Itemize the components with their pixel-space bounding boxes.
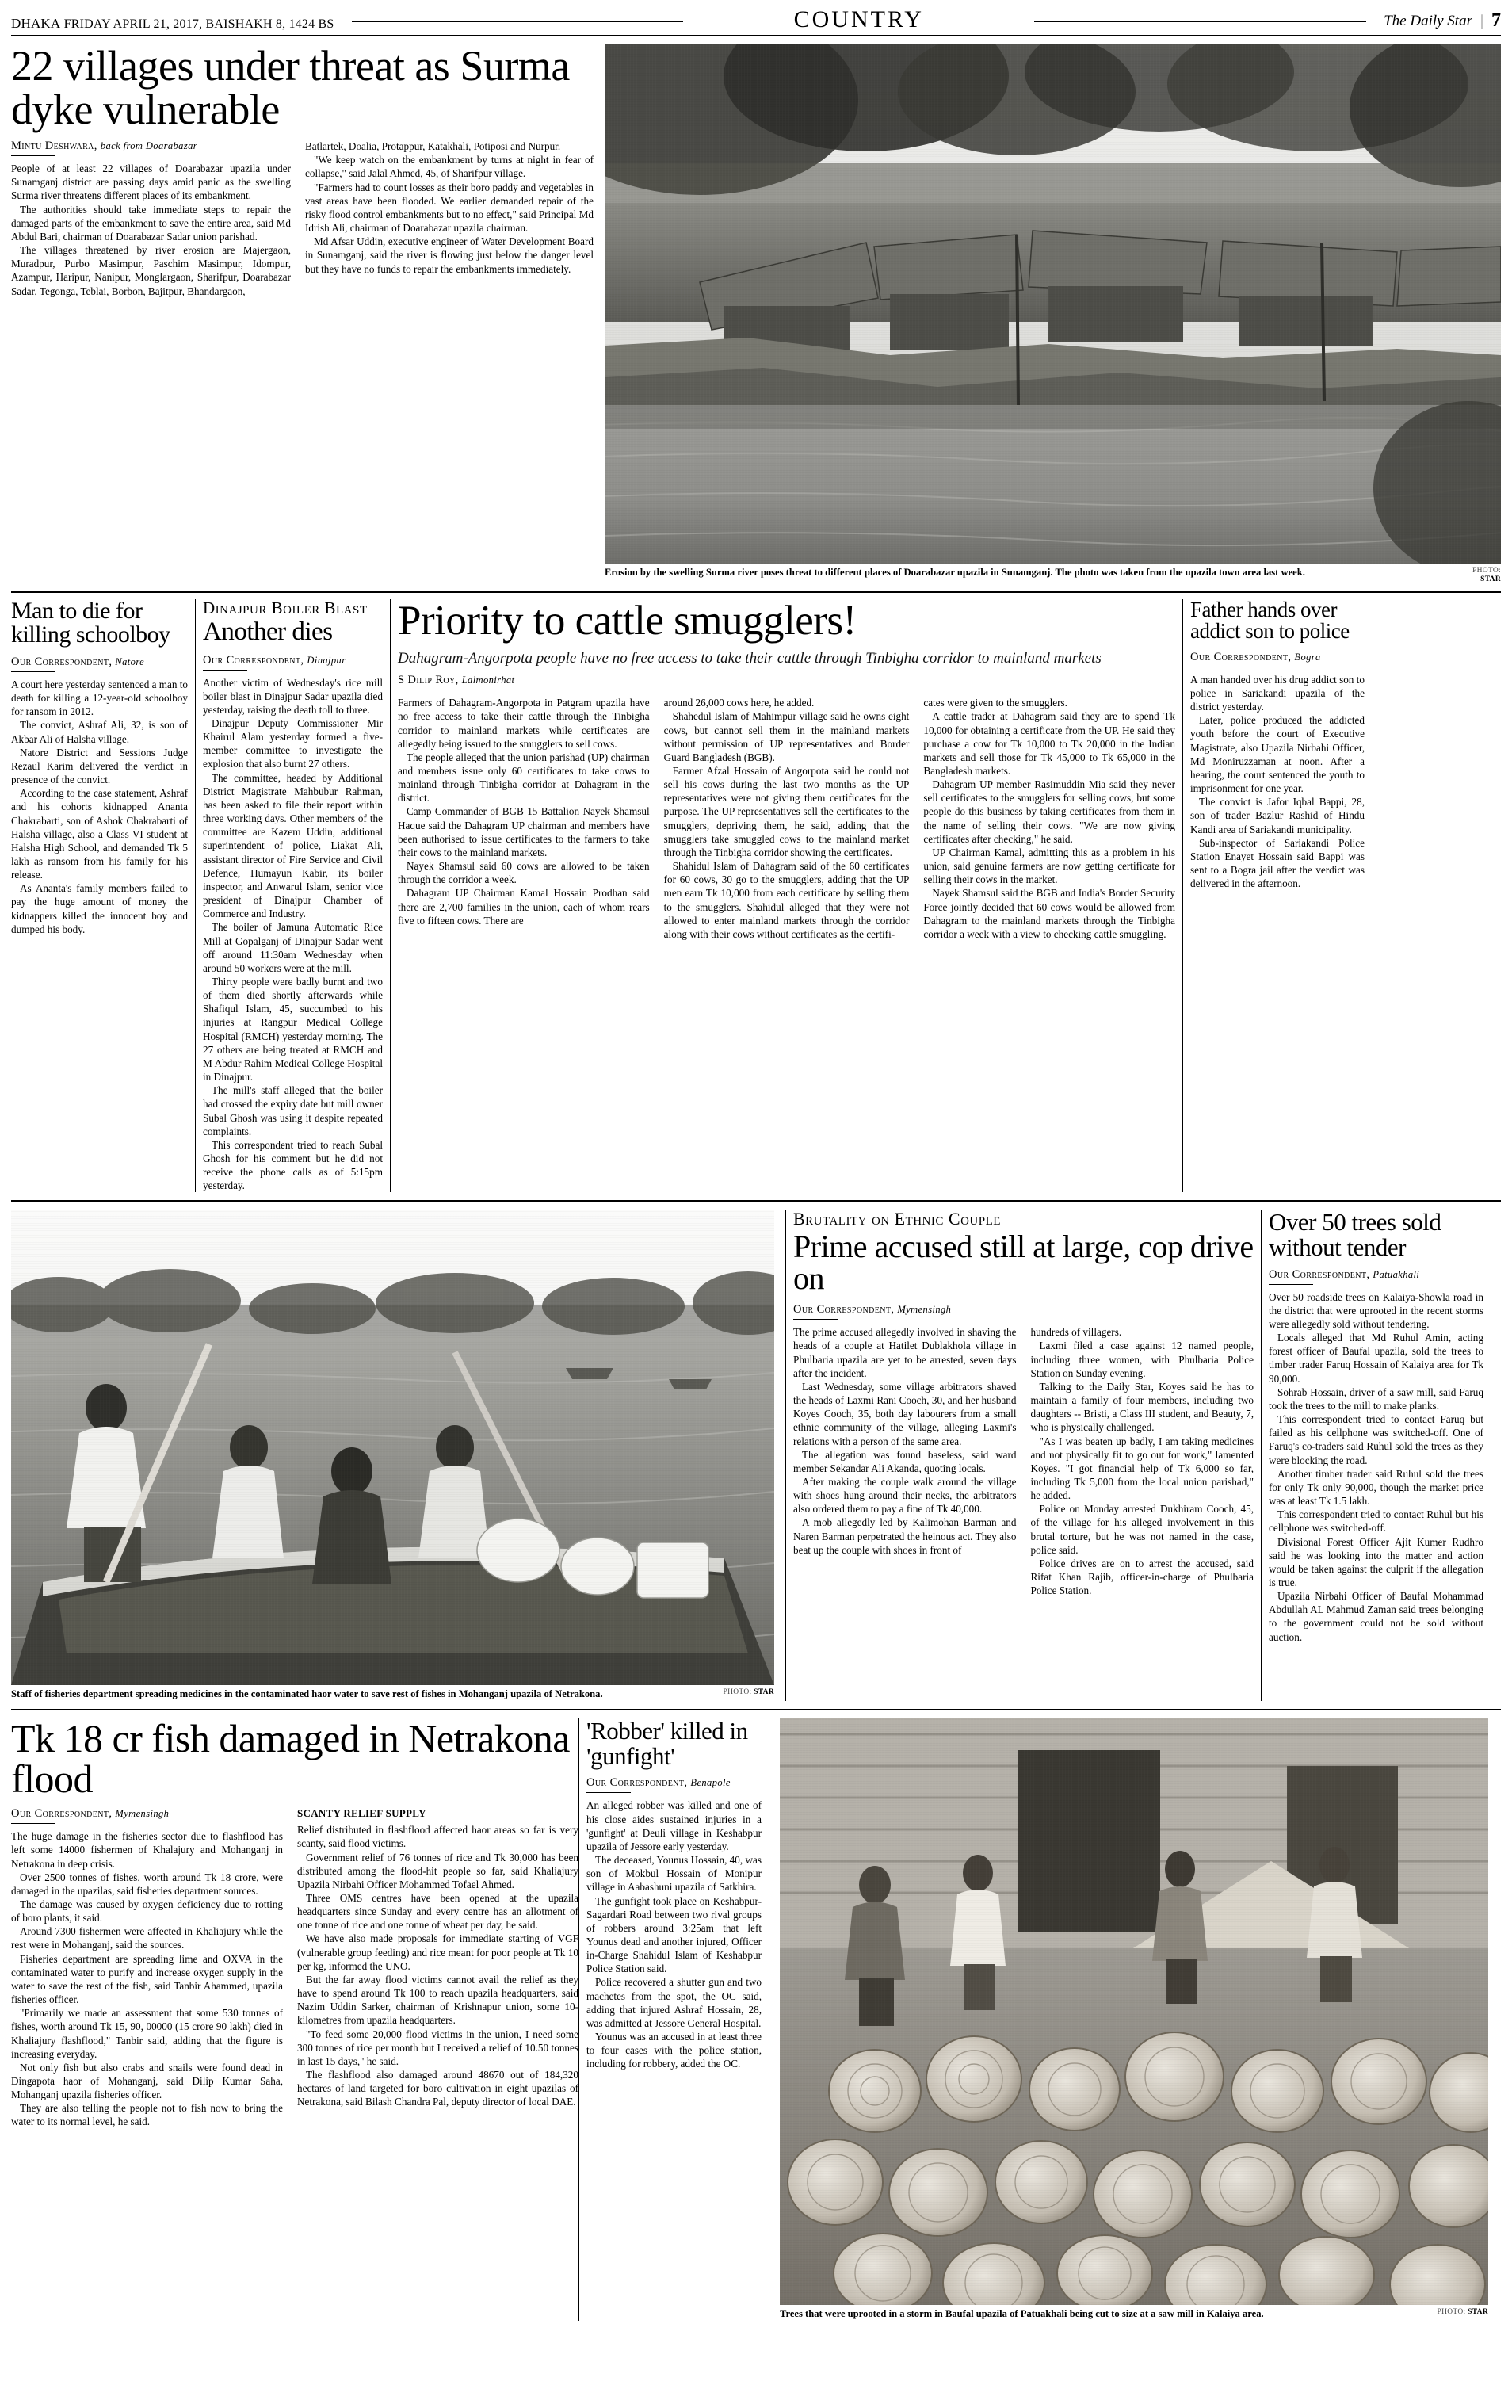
byline-rule bbox=[203, 670, 247, 671]
paragraph: The people alleged that the union parishad (UP) chairman and members issue only 60 certificates to take cows to mainland through Tinbigha corridor at Dahagram in the district. bbox=[398, 751, 650, 805]
byline bbox=[11, 1807, 283, 1821]
second-band bbox=[11, 599, 1501, 1193]
lead-story bbox=[11, 36, 1501, 585]
story-boiler-blast bbox=[195, 599, 390, 1193]
headline: Over 50 trees sold without tender bbox=[1269, 1208, 1441, 1262]
byline bbox=[586, 1776, 762, 1790]
caption-text: Trees that were uprooted in a storm in Baufal upazila of Patuakhali being cut to size at a saw mill in Kalaiya area. bbox=[780, 2308, 1264, 2320]
logs-photo bbox=[780, 1718, 1488, 2305]
lead-photo bbox=[605, 44, 1501, 564]
paragraph: "As I was beaten up badly, I am taking medicines and not physically fit to go out for work," lamented Koyes. "I got financial help of Tk 6,000 so far, including Tk 5,000 from the local union parishad," he added. bbox=[1030, 1435, 1254, 1502]
paragraph: The convict, Ashraf Ali, 32, is son of Akbar Ali of Halsha village. bbox=[11, 719, 188, 745]
story-cattle-smugglers bbox=[390, 599, 1182, 1193]
paragraph: Talking to the Daily Star, Koyes said he has to maintain a family of four members, including two daughters -- Bristi, a Class III student, and Beauty, 7, who is physically challenged. bbox=[1030, 1380, 1254, 1434]
paragraph: But the far away flood victims cannot avail the relief as they have to spend around Tk 100 to reach upazila headquarters, said Nazim Uddin Sarker, chairman of Krishnapur union, some 10-kilometres from upazila headquarters. bbox=[297, 1973, 578, 2027]
paragraph: A man handed over his drug addict son to police in Sariakandi upazila of the district yesterday. bbox=[1190, 673, 1365, 713]
byline bbox=[1269, 1268, 1483, 1282]
paragraph: As Ananta's family members failed to pay the huge amount of money the kidnappers killed the innocent boy and dumped his body. bbox=[11, 882, 188, 935]
story-trees-sold bbox=[1261, 1210, 1483, 1701]
paragraph: Later, police produced the addicted youth before the court of Executive Magistrate, also Upazila Nirbahi Officer, Md Moniruzzaman at noon. After a hearing, the court sentenced the youth to imprisonment for one year. bbox=[1190, 714, 1365, 795]
paragraph: An alleged robber was killed and one of his close aides sustained injuries in a 'gunfight' at Deuli village in Keshabpur upazila of Jessore early yesterday. bbox=[586, 1799, 762, 1852]
byline-rule bbox=[11, 155, 55, 156]
credit-value: STAR bbox=[1468, 2308, 1488, 2317]
paragraph: A cattle trader at Dahagram said they are to spend Tk 10,000 for obtaining a certificate from the UP. He said they purchase a cow for Tk 10,000 to Tk 20,000 in the Indian markets and sell those for Tk 45,000 to Tk 65,000 in the Bangladesh markets. bbox=[923, 710, 1175, 778]
logs-photo-block bbox=[769, 1718, 1488, 2321]
third-band bbox=[11, 1210, 1501, 1701]
photo-grain bbox=[780, 1718, 1488, 2305]
photo-credit bbox=[1438, 2308, 1488, 2317]
boat-photo-caption bbox=[11, 1685, 774, 1701]
paragraph: The gunfight took place on Keshabpur-Sagardari Road between two rival groups of robbers around 3:25am that left Younus dead and another injured, Officer in-Charge Shahidul Islam of Keshabpur Police Station said. bbox=[586, 1894, 762, 1975]
byline-name: S Dilip Roy, bbox=[398, 674, 459, 687]
masthead-rule-right bbox=[1034, 21, 1366, 22]
credit-label: PHOTO: bbox=[1437, 2308, 1466, 2317]
byline-location: Patuakhali bbox=[1373, 1268, 1420, 1280]
paragraph: Sohrab Hossain, driver of a saw mill, said Faruq took the trees to the mill to make planks. bbox=[1269, 1386, 1483, 1412]
paragraph: The authorities should take immediate steps to repair the damaged parts of the embankment to save the entire area, said Md Abdul Bari, chairman of Doarabazar Sadar union parishad. bbox=[11, 203, 291, 243]
byline-name: Our Correspondent, bbox=[793, 1303, 895, 1317]
byline-location: Bogra bbox=[1294, 651, 1321, 663]
story-father-hands-son bbox=[1182, 599, 1365, 1193]
paragraph: We have also made proposals for immediate starting of VGF (vulnerable group feeding) and rice meant for poor people at Tk 10 per kg, informed the UNO. bbox=[297, 1932, 578, 1972]
subhead: SCANTY RELIEF SUPPLY bbox=[297, 1807, 426, 1820]
photo-credit bbox=[724, 1688, 774, 1697]
paragraph: "Primarily we made an assessment that some 530 tonnes of fishes, worth around Tk 15, 90, 00000 (15 crore 90 lakh) died in Khaliajury flashflood," Tanbir said, adding that the figure is increasing everyday. bbox=[11, 2007, 283, 2060]
brutality-column-1 bbox=[793, 1325, 1024, 1597]
paragraph: The prime accused allegedly involved in shaving the heads of a couple at Hatilet Dublakhola village in Phulbaria upazila are yet to be arrested, seven days after the incident. bbox=[793, 1326, 1017, 1379]
paragraph: Md Afsar Uddin, executive engineer of Water Development Board in Sunamganj, said the river is flowing just below the danger level but they have no funds to repair the embankments immediately. bbox=[305, 235, 594, 275]
paragraph: Dahagram UP Chairman Kamal Hossain Prodhan said there are 2,700 families in the union, each of whom rears five to fifteen cows. There are bbox=[398, 887, 650, 927]
lead-column-1 bbox=[11, 140, 298, 585]
byline bbox=[398, 674, 1175, 687]
headline: Man to die for killing schoolboy bbox=[11, 597, 170, 648]
byline-rule bbox=[11, 1823, 55, 1824]
masthead-date bbox=[11, 16, 334, 32]
paragraph: Relief distributed in flashflood affected haor areas so far is very scanty, said flood victims. bbox=[297, 1824, 578, 1850]
section-title: COUNTRY bbox=[793, 6, 924, 32]
paragraph: Laxmi filed a case against 12 named people, including three women, with Phulbaria Police Station on Sunday evening. bbox=[1030, 1340, 1254, 1379]
headline: Father hands over addict son to police bbox=[1190, 597, 1350, 644]
byline-name: Our Correspondent, bbox=[1190, 650, 1292, 663]
credit-value: STAR bbox=[1480, 575, 1501, 584]
paragraph: A court here yesterday sentenced a man to death for killing a 12-year-old schoolboy for ransom in 2012. bbox=[11, 678, 188, 718]
paragraph: Camp Commander of BGB 15 Battalion Nayek Shamsul Haque said the Dahagram UP chairman and members have been authorised to issue certificates to the farmers to take their cows to the mainland markets. bbox=[398, 805, 650, 858]
paragraph: Another victim of Wednesday's rice mill boiler blast in Dinajpur Sadar upazila died yesterday, raising the death toll to three. bbox=[203, 676, 383, 716]
boat-photo bbox=[11, 1210, 774, 1685]
paragraph: Over 50 roadside trees on Kalaiya-Showla road in the district that were uprooted in the recent storms were allegedly sold without tendering. bbox=[1269, 1290, 1483, 1330]
paragraph: The damage was caused by oxygen deficiency due to rotting of boro plants, it said. bbox=[11, 1898, 283, 1924]
paragraph: Last Wednesday, some village arbitrators shaved the heads of Laxmi Rani Cooch, 30, and her husband Koyes Cooch, 35, both day labourers from a small ethnic community of the village, alleging Laxmi's relations with a person of the same area. bbox=[793, 1380, 1017, 1447]
headline: Priority to cattle smugglers! bbox=[398, 597, 857, 644]
masthead bbox=[11, 0, 1501, 36]
byline-location: back from Doarabazar bbox=[100, 140, 197, 152]
paragraph: Government relief of 76 tonnes of rice and Tk 30,000 has been distributed among the flood-hit people so far, said Khaliajury Upazila Nirbahi Officer Mohammed Tofael Ahmed. bbox=[297, 1851, 578, 1890]
paragraph: around 26,000 cows here, he added. bbox=[663, 697, 815, 709]
credit-label: PHOTO: bbox=[1472, 567, 1501, 575]
byline-name: Mintu Deshwara, bbox=[11, 140, 97, 153]
cattle-column-3 bbox=[916, 696, 1175, 941]
paragraph: Three OMS centres have been opened at the upazila headquarters since Sunday and every centre has an allotment of one tonne of rice and one tonne of wheat per day, he said. bbox=[297, 1891, 578, 1932]
paragraph: Dinajpur Deputy Commissioner Mir Khairul Alam yesterday formed a five-member committee to investigate the explosion that also burnt 27 others. bbox=[203, 717, 383, 770]
paragraph: Farmer Afzal Hossain of Angorpota said he could not sell his cows during the last two months as the UP representatives were not giving them certificates for the purpose. The UP representatives sell the certificates to the smugglers, depriving them, he said, adding that the smugglers take smuggled cows to the mainland market through the Tinbigha corridor showing the certificates. bbox=[663, 765, 910, 858]
paragraph: Over 2500 tonnes of fishes, worth around Tk 18 crore, were damaged in the upazilas, said fisheries department sources. bbox=[11, 1871, 283, 1897]
fish-column-2 bbox=[290, 1807, 578, 2128]
paragraph: Fisheries department are spreading lime and OXVA in the contaminated water to purify and increase oxygen supply in the water to save the rest of the fish, said Tanbir Ahammed, upazila fisheries officer. bbox=[11, 1952, 283, 2006]
byline bbox=[203, 654, 383, 667]
paragraph: Nayek Shamsul said 60 cows are allowed to be taken through the corridor a week. bbox=[398, 860, 650, 886]
paragraph: The villages threatened by river erosion are Majergaon, Muradpur, Purbo Masimpur, Paschim Masimpur, Idompur, Azampur, Haripur, Nanipur, Monglargaon, Sharifpur, Doarabazar Sadar, Tegonga, Teblai, Borbon, Bajitpur, Bhandargaon, bbox=[11, 244, 291, 297]
paragraph: Natore District and Sessions Judge Rezaul Karim delivered the verdict in presence of the convict. bbox=[11, 746, 188, 786]
byline-rule bbox=[1269, 1284, 1313, 1285]
paragraph: cates were given to the smugglers. bbox=[923, 697, 1067, 709]
story-fish-damage bbox=[11, 1718, 578, 2321]
paragraph: The deceased, Younus Hossain, 40, was son of Mokbul Hossain of Monipur village in Aabashuni upazila of Satkhira. bbox=[586, 1854, 762, 1894]
paragraph: Upazila Nirbahi Officer of Baufal Mohammad Abdullah AL Mahmud Zaman said trees belonging to the government could not be sold without auction. bbox=[1269, 1590, 1483, 1643]
byline bbox=[11, 656, 188, 669]
paragraph: This correspondent tried to contact Faruq but failed as his cellphone was switched-off. One of Faruq's co-traders said Ruhul sold the trees as they were blocking the road. bbox=[1269, 1413, 1483, 1466]
paragraph: UP Chairman Kamal, admitting this as a problem in his union, said genuine farmers are now getting certificate for selling their cows in the market. bbox=[923, 846, 1175, 886]
paragraph: Around 7300 fishermen were affected in Khaliajury while the rest were in Mohanganj, said the sources. bbox=[11, 1925, 283, 1951]
byline-location: Benapole bbox=[690, 1777, 731, 1789]
byline-location: Mymensingh bbox=[897, 1304, 952, 1316]
paragraph: The mill's staff alleged that the boiler had crossed the expiry date but mill owner Subal Ghosh was using it despite repeated complaints. bbox=[203, 1084, 383, 1137]
paragraph: Locals alleged that Md Ruhul Amin, acting forest officer of Baufal upazila, sold the trees to timber trader Faruq Hossain of Kalaiya area for Tk 90,000. bbox=[1269, 1332, 1483, 1385]
section-rule-3 bbox=[11, 1709, 1501, 1710]
paragraph: According to the case statement, Ashraf and his cohorts kidnapped Ananta Chakrabarti, son of Ashok Chakrabarti of Halsha village, also a Class VI student at Halsha High School, and demanded Tk 5 lakh as ransom from his family for his release. bbox=[11, 787, 188, 881]
paragraph: "Farmers had to count losses as their boro paddy and vegetables in vast areas have been flooded. We earlier demanded repair of the risky flood control embankments but to no effect," said Principal Md Idrish Ali, chairman of Doarabazar upazila chairman. bbox=[305, 181, 594, 235]
byline-location: Dinajpur bbox=[307, 654, 346, 666]
byline bbox=[793, 1303, 1254, 1317]
paragraph: This correspondent tried to reach Subal Ghosh for his comment but he did not receive the phone calls as of 5:15pm yesterday. bbox=[203, 1138, 383, 1192]
byline bbox=[1190, 651, 1365, 664]
byline-rule bbox=[793, 1319, 838, 1320]
deck: Dahagram-Angorpota people have no free access to take their cattle through Tinbigha corridor to mainland markets bbox=[398, 649, 1102, 667]
credit-label: PHOTO: bbox=[723, 1688, 752, 1697]
lead-headline: 22 villages under threat as Surma dyke vulnerable bbox=[11, 42, 570, 134]
masthead-rule-left bbox=[352, 21, 684, 22]
lead-photo-block bbox=[594, 44, 1501, 585]
fourth-band bbox=[11, 1718, 1501, 2321]
cattle-column-1 bbox=[398, 696, 657, 941]
byline-name: Our Correspondent, bbox=[586, 1776, 688, 1790]
section-rule-1 bbox=[11, 591, 1501, 593]
paragraph: Nayek Shamsul said the BGB and India's Border Security Force jointly decided that 60 cows would be allowed from Dahagram to the mainland markets through the Tinbigha corridor a week with a view to checking cattle smuggling. bbox=[923, 887, 1175, 940]
publication-logo: The Daily Star bbox=[1384, 12, 1472, 29]
page-number: 7 bbox=[1491, 10, 1501, 31]
paragraph: The flashflood also damaged around 48670 out of 184,320 hectares of land targeted for boro cultivation in eight upazilas of Netrakona, said Bilash Chandra Pal, deputy director of local DAE. bbox=[297, 2069, 578, 2108]
paragraph: The huge damage in the fisheries sector due to flashflood has left some 14000 fishermen of Khalajury and Mohanganj in Netrakona in deep crisis. bbox=[11, 1830, 283, 1870]
kicker: Brutality on Ethnic Couple bbox=[793, 1209, 1001, 1229]
paragraph: Another timber trader said Ruhul sold the trees for only Tk only 90,000, though the market price was at least Tk 1.5 lakh. bbox=[1269, 1467, 1483, 1508]
paragraph: Farmers of Dahagram-Angorpota in Patgram upazila have no free access to take their cattle through the Tinbigha corridor to mainland markets while certificates are allegedly being issued to the smugglers to sell cows. bbox=[398, 697, 650, 750]
paragraph: The boiler of Jamuna Automatic Rice Mill at Gopalganj of Dinajpur Sadar went off around 11:30am Wednesday when around 50 workers were at the mill. bbox=[203, 921, 383, 974]
lead-column-2 bbox=[298, 140, 594, 585]
byline-name: Our Correspondent, bbox=[11, 1807, 113, 1821]
masthead-brand bbox=[1384, 10, 1501, 32]
paragraph: Divisional Forest Officer Ajit Kumer Rudhro said he was looking into the matter and action would be taken against the culprit if the allegation is true. bbox=[1269, 1535, 1483, 1588]
paragraph: This correspondent tried to contact Ruhul but his cellphone was switched-off. bbox=[1269, 1508, 1483, 1535]
byline-name: Our Correspondent, bbox=[1269, 1267, 1370, 1281]
boat-photo-block bbox=[11, 1210, 774, 1701]
paragraph: Younus was an accused in at least three to four cases with the police station, including for robbery, added the OC. bbox=[586, 2031, 762, 2070]
caption-text: Staff of fisheries department spreading medicines in the contaminated haor water to save rest of fishes in Mohanganj upazila of Netrakona. bbox=[11, 1688, 603, 1700]
paragraph: The allegation was found baseless, said ward member Sekandar Ali Akanda, quoting locals. bbox=[793, 1448, 1017, 1474]
kicker: Dinajpur Boiler Blast bbox=[203, 598, 368, 617]
paragraph: hundreds of villagers. bbox=[1030, 1326, 1122, 1339]
masthead-city: DHAKA bbox=[11, 16, 61, 31]
paragraph: Sub-inspector of Sariakandi Police Station Enayet Hossain said Bappi was sent to a Bogra jail after the verdict was delivered in the afternoon. bbox=[1190, 836, 1365, 890]
byline-location: Natore bbox=[115, 656, 145, 667]
photo-grain bbox=[605, 44, 1501, 564]
byline-name: Our Correspondent, bbox=[203, 653, 304, 667]
paragraph: Shahidul Islam of Dahagram said of the 60 certificates for 60 cows, 30 go to the smugglers, adding that the UP men earn Tk 10,000 from each certificate by selling them to the smugglers. Shahidul alleged that they were not allowed to enter mainland markets through the corridor along with their cows without certificates as the certifi- bbox=[663, 860, 910, 940]
byline-location: Mymensingh bbox=[115, 1808, 170, 1820]
headline: Tk 18 cr fish damaged in Netrakona flood bbox=[11, 1716, 570, 1802]
paragraph: Shahedul Islam of Mahimpur village said he owns eight cows, but cannot sell them in the mainland markets without permission of UP representatives and Border Guard Bangladesh (BGB). bbox=[663, 710, 910, 763]
paragraph: Police on Monday arrested Dukhiram Cooch, 45, of the village for his alleged involvement in this brutal torture, but he was not named in the case, police said. bbox=[1030, 1503, 1254, 1556]
fish-column-1 bbox=[11, 1807, 290, 2128]
credit-value: STAR bbox=[754, 1688, 774, 1697]
photo-grain bbox=[11, 1210, 774, 1685]
byline-name: Our Correspondent, bbox=[11, 655, 113, 668]
byline-location: Lalmonirhat bbox=[461, 675, 515, 686]
paragraph: Police recovered a shutter gun and two machetes from the spot, the OC said, adding that injured Ashraf Hossain, 28, was admitted at Jessore General Hospital. bbox=[586, 1976, 762, 2029]
paragraph: A mob allegedly led by Kalimohan Barman and Naren Barman perpetrated the heinous act. They also beat up the couple with shoes in front of bbox=[793, 1516, 1017, 1556]
masthead-divider: | bbox=[1480, 12, 1483, 29]
paragraph: The convict is Jafor Iqbal Bappi, 28, son of trader Bazlur Rashid of Hindu Kandi area of Sariakandi municipality. bbox=[1190, 796, 1365, 835]
lead-photo-caption bbox=[605, 564, 1501, 585]
paragraph: Batlartek, Doalia, Protappur, Katakhali, Potiposi and Nurpur. bbox=[305, 140, 561, 153]
paragraph: Not only fish but also crabs and snails were found dead in Dingapota haor of Mohanganj, said Dilip Kumar Saha, Mohanganj upazila fisheries officer. bbox=[11, 2061, 283, 2101]
logs-photo-caption bbox=[780, 2305, 1488, 2321]
story-robber-killed bbox=[578, 1718, 769, 2321]
headline: 'Robber' killed in 'gunfight' bbox=[586, 1717, 748, 1770]
lead-byline bbox=[11, 140, 291, 153]
byline-rule bbox=[11, 671, 55, 672]
paragraph: Thirty people were badly burnt and two of them died shortly afterwards while Shafiqul Islam, 45, succumbed to his injuries at Rangpur Medical College Hospital (RMCH) yesterday morning. The 27 others are being treated at RMCH and M Abdur Rahim Medical College Hospital in Dinajpur. bbox=[203, 975, 383, 1084]
paragraph: Dahagram UP member Rasimuddin Mia said they never sell certificates to the smugglers for selling cows, but some people do this business by taking certificates from them in the name of selling their cows. "We are now giving certificates after checking," he said. bbox=[923, 778, 1175, 845]
photo-credit bbox=[1472, 567, 1501, 585]
paragraph: They are also telling the people not to fish now to bring the water to its normal level, he said. bbox=[11, 2102, 283, 2128]
caption-text: Erosion by the swelling Surma river poses threat to different places of Doarabazar upazila in Sunamganj. The photo was taken from the upazila town area last week. bbox=[605, 567, 1305, 578]
paragraph: The committee, headed by Additional District Magistrate Mahbubur Rahman, has been asked to file their report within three working days. Other members of the committee are Kazem Uddin, additional superintendent of police, Liakat Ali, assistant director of Fire Service and Civil Defence, Humayun Kabir, its boiler inspector, and Anwarul Islam, senior vice president of Dinajpur Chamber of Commerce and Industry. bbox=[203, 771, 383, 920]
section-rule-2 bbox=[11, 1200, 1501, 1202]
headline: Prime accused still at large, cop drive on bbox=[793, 1228, 1254, 1297]
paragraph: "We keep watch on the embankment by turns at night in fear of collapse," said Jalal Ahmed, 45, of Sharifpur village. bbox=[305, 154, 594, 180]
brutality-column-2 bbox=[1024, 1325, 1254, 1597]
cattle-column-2 bbox=[657, 696, 917, 941]
paragraph: People of at least 22 villages of Doarabazar upazila under Sunamganj district are passing days amid panic as the swelling Surma river threatens different places of its embankment. bbox=[11, 162, 291, 202]
headline: Another dies bbox=[203, 617, 333, 646]
story-man-to-die bbox=[11, 599, 195, 1193]
paragraph: "To feed some 20,000 flood victims in the union, I need some 300 tonnes of rice per month but I received a relief of 10.50 tonnes in last 15 days," he said. bbox=[297, 2028, 578, 2067]
paragraph: Police drives are on to arrest the accused, said Rifat Khan Rajib, officer-in-charge of Phulbaria Police Station. bbox=[1030, 1557, 1254, 1597]
story-brutality bbox=[785, 1210, 1261, 1701]
byline-rule bbox=[586, 1792, 631, 1793]
paragraph: After making the couple walk around the village with shoes hung around their necks, the arbitrators also ordered them to pay a fine of Tk 40,000. bbox=[793, 1475, 1017, 1516]
masthead-date-text: FRIDAY APRIL 21, 2017, BAISHAKH 8, 1424 BS bbox=[63, 17, 334, 31]
